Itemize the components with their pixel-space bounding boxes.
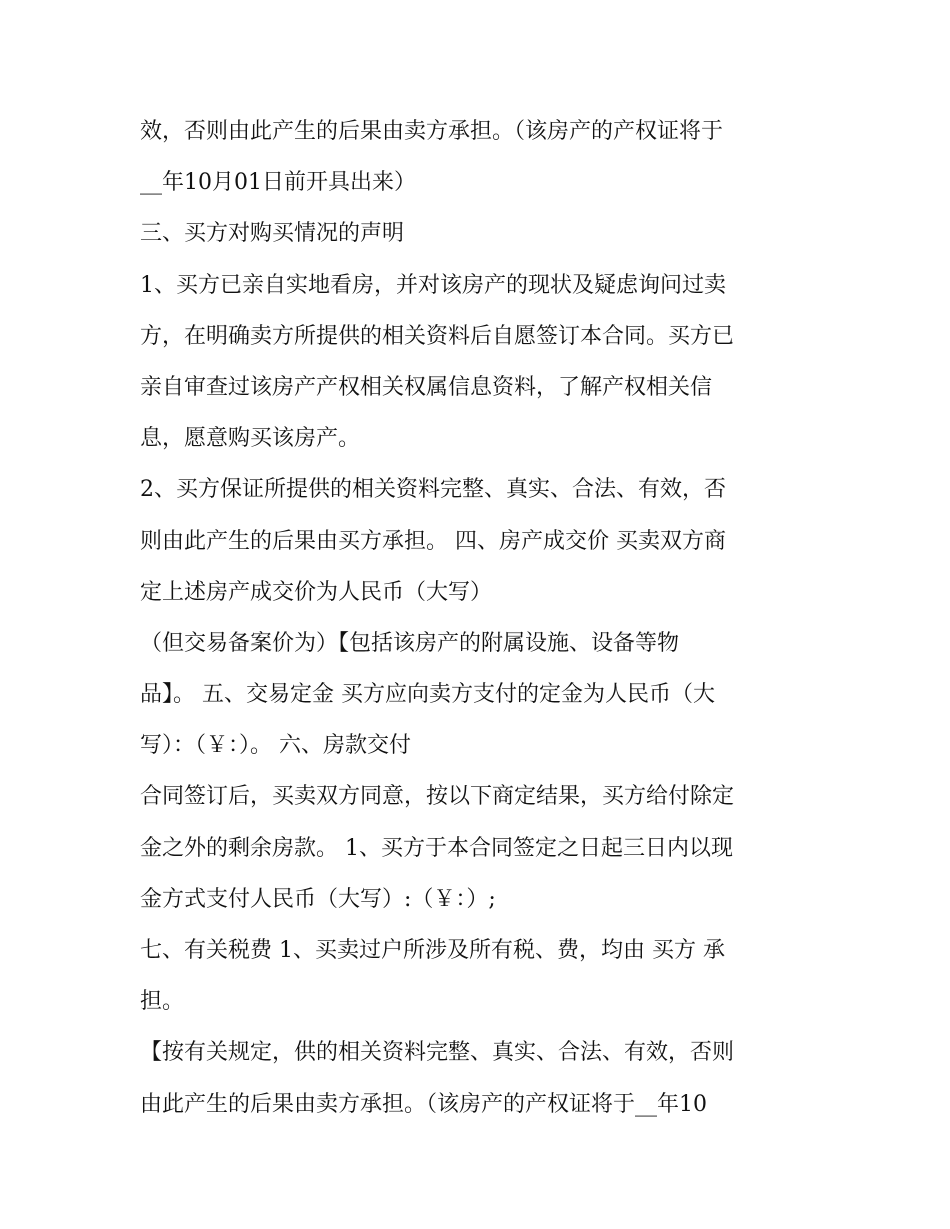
text-line: 担。 (140, 989, 185, 1015)
text-line: 1、买方已亲自实地看房，并对该房产的现状及疑虑询问过卖 (140, 272, 726, 298)
text-line: （但交易备案价为）【包括该房产的附属设施、设备等物 (140, 630, 680, 656)
text-line: 定上述房产成交价为人民币（大写） (140, 579, 493, 605)
text-line: 品】。 五、交易定金 买方应向卖方支付的定金为人民币（大 (140, 682, 715, 708)
text-line: 七、有关税费 1、买卖过户所涉及所有税、费，均由 买方 承 (140, 938, 725, 963)
text-line: 方，在明确卖方所提供的相关资料后自愿签订本合同。买方已 (140, 323, 735, 349)
text-line: __年10月01日前开具出来） (140, 170, 416, 196)
text-line: 效，否则由此产生的后果由卖方承担。（该房产的产权证将于 (140, 119, 724, 144)
document-body (140, 106, 830, 1130)
section-heading: 三、买方对购买情况的声明 (140, 221, 405, 247)
text-line: 合同签订后，买卖双方同意，按以下商定结果，买方给付除定 (140, 784, 735, 810)
text-line: 【按有关规定，供的相关资料完整、真实、合法、有效，否则 (140, 1040, 735, 1066)
text-line: 则由此产生的后果由买方承担。 四、房产成交价 买卖双方商 (140, 528, 726, 554)
text-line: 写）：（￥：）。 六、房款交付 (140, 733, 411, 759)
text-line: 金之外的剩余房款。 1、买方于本合同签定之日起三日内以现 (140, 835, 733, 861)
text-line: 由此产生的后果由卖方承担。（该房产的产权证将于__年10 (140, 1091, 707, 1117)
text-line: 息，愿意购买该房产。 (140, 426, 361, 452)
text-line: 金方式支付人民币（大写）:（￥：）; (140, 886, 496, 912)
text-line: 2、买方保证所提供的相关资料完整、真实、合法、有效，否 (140, 477, 726, 503)
text-line: 亲自审查过该房产产权相关权属信息资料，了解产权相关信 (140, 374, 713, 400)
